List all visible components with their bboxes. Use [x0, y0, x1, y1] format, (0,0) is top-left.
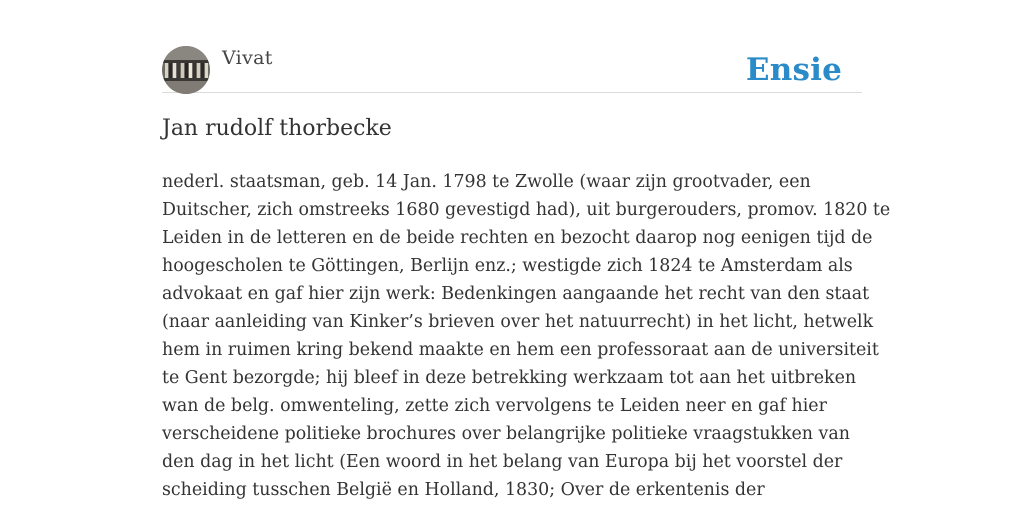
article-line: Duitscher, zich omstreeks 1680 gevestigd had), uit burgerouders, promov. 1820 te	[162, 200, 891, 220]
article-line: den dag in het licht (Een woord in het belang van Europa bij het voorstel der	[162, 452, 843, 472]
article-body	[162, 168, 891, 504]
article-line: hem in ruimen kring bekend maakte en hem een professoraat aan de universiteit	[162, 340, 879, 360]
page-title: Jan rudolf thorbecke	[162, 116, 392, 141]
source-name[interactable]: Vivat	[222, 47, 273, 69]
bookshelf-avatar-icon[interactable]	[162, 46, 210, 94]
article-line: nederl. staatsman, geb. 14 Jan. 1798 te Zwolle (waar zijn grootvader, een	[162, 172, 811, 192]
article-line: wan de belg. omwenteling, zette zich vervolgens te Leiden neer en gaf hier	[162, 396, 827, 416]
article-line: (naar aanleiding van Kinker’s brieven over het natuurrecht) in het licht, hetwelk	[162, 312, 874, 332]
article-line: advokaat en gaf hier zijn werk: Bedenkingen aangaande het recht van den staat	[162, 284, 870, 304]
article-line: te Gent bezorgde; hij bleef in deze betrekking werkzaam tot aan het uitbreken	[162, 368, 857, 388]
article-line: Leiden in de letteren en de beide rechten en bezocht daarop nog eenigen tijd de	[162, 228, 873, 248]
article-line: verscheidene politieke brochures over belangrijke politieke vraagstukken van	[162, 424, 850, 444]
article-line: hoogescholen te Göttingen, Berlijn enz.; westigde zich 1824 te Amsterdam als	[162, 256, 853, 276]
article-line: scheiding tusschen België en Holland, 1830; Over de erkentenis der	[162, 480, 765, 500]
site-header	[162, 46, 862, 93]
brand-logo[interactable]: Ensie	[745, 52, 842, 88]
